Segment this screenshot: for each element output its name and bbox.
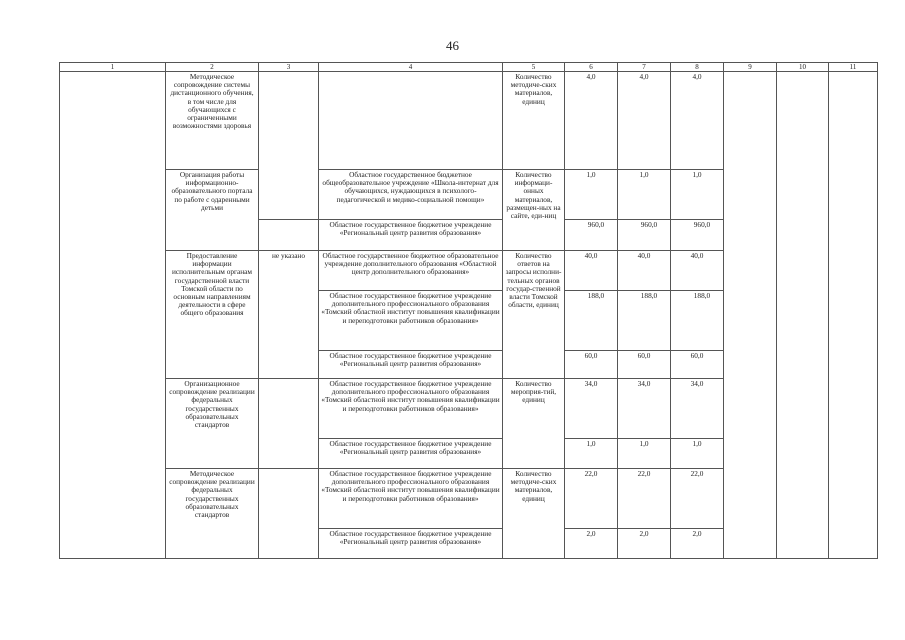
table-row — [60, 72, 878, 170]
institution-cell — [319, 72, 503, 170]
institution-name: Областное государственное бюджетное учреждение дополнительного профессионального образования «Томский областной институт повышения квалификации и переподготовки работников образования» — [319, 379, 503, 439]
institution-name: Областное государственное бюджетное учреждение «Региональный центр развития образования» — [319, 220, 503, 251]
value-cell: 34,0 — [565, 379, 618, 439]
value-cell: 1,0 — [671, 170, 724, 220]
indicator-name: Количество мероприя-тий, единиц — [503, 379, 565, 469]
value-cell: 22,0 — [671, 469, 724, 529]
value-cell: 2,0 — [565, 529, 618, 559]
institution-name: Областное государственное бюджетное учреждение «Региональный центр развития образования» — [319, 439, 503, 469]
data-table — [59, 62, 878, 559]
header-cell: 5 — [503, 63, 565, 72]
value-cell: 960,0 — [565, 220, 618, 251]
institution-name: Областное государственное бюджетное учреждение «Региональный центр развития образования» — [319, 351, 503, 379]
value-cell: 40,0 — [671, 251, 724, 291]
column-9-cell — [724, 72, 777, 559]
value-cell: 40,0 — [565, 251, 618, 291]
header-cell: 4 — [319, 63, 503, 72]
header-cell: 3 — [259, 63, 319, 72]
header-cell: 1 — [60, 63, 166, 72]
activity-name: Организационное сопровождение реализации федеральных государственных образовательных стандартов — [166, 379, 259, 469]
value-cell: 60,0 — [671, 351, 724, 379]
status-note: не указано — [259, 251, 319, 379]
value-cell: 960,0 — [618, 220, 671, 251]
header-cell: 9 — [724, 63, 777, 72]
indicator-name: Количество ответов на запросы исполни-тельных органов государ-ственной власти Томской области, единиц — [503, 251, 565, 379]
institution-name: Областное государственное бюджетное учреждение дополнительного профессионального образования «Томский областной институт повышения квалификации и переподготовки работников образования» — [319, 291, 503, 351]
column-10-cell — [777, 72, 829, 559]
value-cell: 60,0 — [618, 351, 671, 379]
value-cell: 188,0 — [671, 291, 724, 351]
header-cell: 6 — [565, 63, 618, 72]
header-cell: 11 — [829, 63, 878, 72]
value-cell: 1,0 — [671, 439, 724, 469]
column-3-cell — [259, 469, 319, 559]
value-cell: 960,0 — [671, 220, 724, 251]
institution-name: Областное государственное бюджетное учреждение «Региональный центр развития образования» — [319, 529, 503, 559]
indicator-name: Количество методиче-ских материалов, единиц — [503, 72, 565, 170]
page-number: 46 — [446, 38, 459, 53]
value-cell: 188,0 — [565, 291, 618, 351]
value-cell: 34,0 — [618, 379, 671, 439]
value-cell: 1,0 — [618, 439, 671, 469]
indicator-name: Количество информаци-онных материалов, размещен-ных на сайте, еди-ниц — [503, 170, 565, 251]
value-cell: 40,0 — [618, 251, 671, 291]
value-cell: 2,0 — [671, 529, 724, 559]
column-1-cell — [60, 72, 166, 559]
value-cell: 1,0 — [565, 439, 618, 469]
column-3-cell — [259, 220, 319, 251]
value-cell: 4,0 — [618, 72, 671, 170]
header-row — [60, 63, 878, 72]
value-cell: 2,0 — [618, 529, 671, 559]
value-cell: 188,0 — [618, 291, 671, 351]
value-cell: 22,0 — [565, 469, 618, 529]
indicator-name: Количество методиче-ских материалов, единиц — [503, 469, 565, 559]
activity-name: Методическое сопровождение системы дистанционного обучения, в том числе для обучающихся с ограниченными возможностями здоровья — [166, 72, 259, 170]
header-cell: 2 — [166, 63, 259, 72]
header-cell: 8 — [671, 63, 724, 72]
activity-name: Организация работы информационно-образовательного портала по работе с одаренными детьми — [166, 170, 259, 251]
value-cell: 34,0 — [671, 379, 724, 439]
institution-name: Областное государственное бюджетное образовательное учреждение дополнительного образования «Областной центр дополнительного образования» — [319, 251, 503, 291]
activity-name: Методическое сопровождение реализации федеральных государственных образовательных стандартов — [166, 469, 259, 559]
value-cell: 1,0 — [618, 170, 671, 220]
activity-name: Предоставление информации исполнительным органам государственной власти Томской области по основным направлениям деятельности в сфере общего образования — [166, 251, 259, 379]
header-cell: 10 — [777, 63, 829, 72]
column-3-cell — [259, 379, 319, 469]
header-cell: 7 — [618, 63, 671, 72]
institution-name: Областное государственное бюджетное общеобразовательное учреждение «Школа-интернат для обучающихся, нуждающихся в психолого-педагогической и медико-социальной помощи» — [319, 170, 503, 220]
value-cell: 4,0 — [565, 72, 618, 170]
value-cell: 60,0 — [565, 351, 618, 379]
value-cell: 1,0 — [565, 170, 618, 220]
value-cell: 4,0 — [671, 72, 724, 170]
column-3-cell — [259, 72, 319, 220]
institution-name: Областное государственное бюджетное учреждение дополнительного профессионального образования «Томский областной институт повышения квалификации и переподготовки работников образования» — [319, 469, 503, 529]
column-11-cell — [829, 72, 878, 559]
value-cell: 22,0 — [618, 469, 671, 529]
